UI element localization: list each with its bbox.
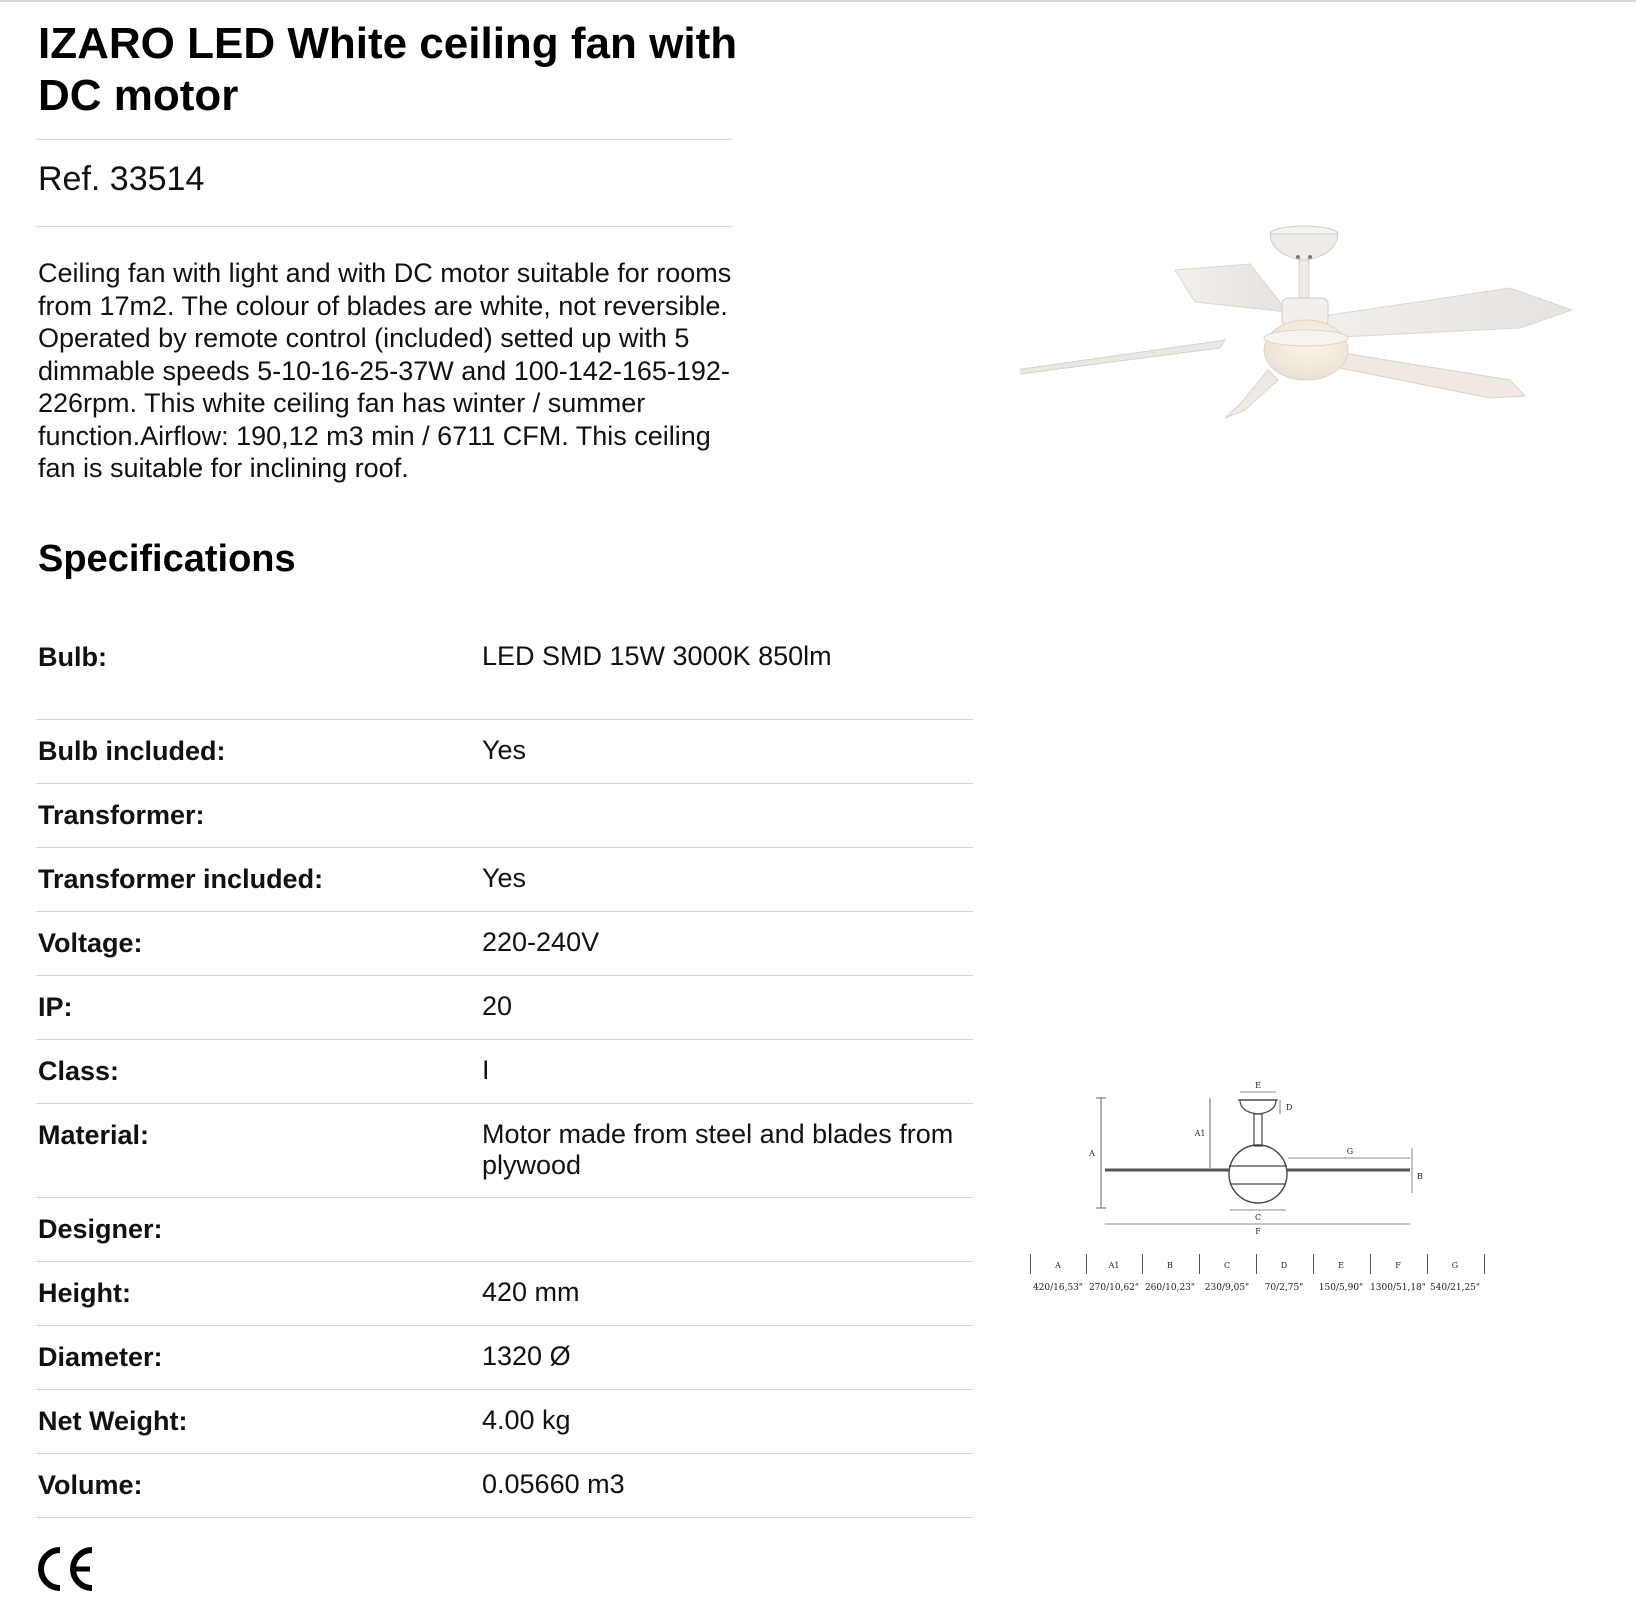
dimension-value: 230/9,05" bbox=[1204, 1283, 1250, 1293]
spec-row-ip bbox=[36, 976, 973, 1040]
diagram-label-b: B bbox=[1417, 1172, 1423, 1181]
spec-value: Yes bbox=[482, 863, 527, 893]
dimension-letter: B bbox=[1167, 1261, 1173, 1270]
dimension-value: 270/10,62" bbox=[1088, 1283, 1140, 1293]
spec-value: 20 bbox=[482, 991, 513, 1021]
dimension-d bbox=[1256, 1254, 1312, 1304]
dimension-c bbox=[1199, 1254, 1255, 1304]
specifications-table bbox=[36, 618, 973, 1518]
ceiling-fan-product-image bbox=[1020, 220, 1580, 450]
spec-label: Bulb: bbox=[38, 642, 107, 672]
spec-row-designer bbox=[36, 1198, 973, 1262]
dimension-letter: C bbox=[1223, 1261, 1231, 1270]
spec-label: Material: bbox=[38, 1120, 150, 1150]
diagram-label-f: F bbox=[1255, 1227, 1261, 1236]
spec-row-material bbox=[36, 1104, 973, 1198]
dimension-g bbox=[1427, 1254, 1483, 1304]
spec-label: Net Weight: bbox=[38, 1406, 188, 1436]
spec-label: Designer: bbox=[38, 1214, 163, 1244]
spec-label: Transformer: bbox=[38, 800, 205, 830]
spec-label: IP: bbox=[38, 992, 73, 1022]
dimension-value: 260/10,23" bbox=[1144, 1283, 1196, 1293]
spec-row-net-weight bbox=[36, 1390, 973, 1454]
diagram-label-c: C bbox=[1254, 1213, 1262, 1222]
dimension-letter: A bbox=[1055, 1261, 1061, 1270]
top-divider bbox=[0, 0, 1636, 2]
dimension-letter: E bbox=[1338, 1261, 1344, 1270]
spec-row-voltage bbox=[36, 912, 973, 976]
dimension-letter: F bbox=[1395, 1261, 1401, 1270]
product-reference: Ref. 33514 bbox=[38, 160, 205, 198]
spec-row-class bbox=[36, 1040, 973, 1104]
spec-label: Class: bbox=[38, 1056, 120, 1086]
spec-value: 4.00 kg bbox=[482, 1405, 571, 1435]
product-description: Ceiling fan with light and with DC motor suitable for rooms from 17m2. The colour of blades are white, not reversible. Operated by remote control (included) setted up with 5 dimmable speeds 5-10-16-25-37W and 100-142-165-192-226rpm. This white ceiling fan has winter / summer function.Airflow: 190,12 m3 min / 6711 CFM. This ceiling fan is suitable for inclining roof. bbox=[38, 258, 732, 483]
spec-value: Yes bbox=[482, 735, 527, 765]
spec-value: 420 mm bbox=[482, 1277, 580, 1307]
spec-row-height bbox=[36, 1262, 973, 1326]
spec-row-bulb bbox=[36, 618, 973, 720]
spec-value: 1320 Ø bbox=[482, 1341, 571, 1371]
dimension-letter: A1 bbox=[1108, 1261, 1120, 1270]
spec-value: 0.05660 m3 bbox=[482, 1469, 625, 1499]
spec-row-bulb-included bbox=[36, 720, 973, 784]
dimension-value: 1300/51,18" bbox=[1370, 1283, 1426, 1293]
title-divider bbox=[36, 139, 732, 140]
diagram-label-a: A bbox=[1089, 1149, 1095, 1158]
diagram-label-a1: A1 bbox=[1194, 1129, 1206, 1138]
dimension-e bbox=[1313, 1254, 1369, 1304]
spec-row-volume bbox=[36, 1454, 973, 1518]
dimension-letter: G bbox=[1451, 1261, 1459, 1270]
dimension-b bbox=[1142, 1254, 1198, 1304]
diagram-label-g: G bbox=[1346, 1147, 1354, 1156]
dimension-value: 150/5,90" bbox=[1318, 1283, 1364, 1293]
dimension-f bbox=[1370, 1254, 1426, 1304]
spec-label: Bulb included: bbox=[38, 736, 226, 766]
spec-row-transformer-included bbox=[36, 848, 973, 912]
dimension-table bbox=[1028, 1254, 1490, 1304]
dimension-value: 420/16,53" bbox=[1032, 1283, 1084, 1293]
spec-row-diameter bbox=[36, 1326, 973, 1390]
dimension-divider bbox=[1484, 1254, 1485, 1274]
diagram-label-d: D bbox=[1286, 1103, 1293, 1112]
dimension-a bbox=[1030, 1254, 1086, 1304]
ce-certification-mark bbox=[36, 1544, 98, 1594]
dimension-value: 540/21,25" bbox=[1429, 1283, 1481, 1293]
product-title: IZARO LED White ceiling fan with DC motor bbox=[38, 19, 738, 120]
spec-value: LED SMD 15W 3000K 850lm bbox=[482, 641, 832, 671]
spec-label: Diameter: bbox=[38, 1342, 163, 1372]
spec-row-transformer bbox=[36, 784, 973, 848]
dimension-letter: D bbox=[1280, 1261, 1288, 1270]
dimension-a1 bbox=[1086, 1254, 1142, 1304]
spec-value: Motor made from steel and blades from plywood bbox=[482, 1119, 954, 1180]
ref-divider bbox=[36, 226, 732, 227]
spec-value: I bbox=[482, 1055, 490, 1085]
diagram-label-e: E bbox=[1255, 1081, 1261, 1090]
spec-label: Height: bbox=[38, 1278, 131, 1308]
spec-value: 220-240V bbox=[482, 927, 600, 957]
specifications-heading: Specifications bbox=[38, 538, 296, 580]
dimension-value: 70/2,75" bbox=[1264, 1283, 1304, 1293]
spec-label: Volume: bbox=[38, 1470, 143, 1500]
spec-label: Transformer included: bbox=[38, 864, 324, 894]
spec-label: Voltage: bbox=[38, 928, 143, 958]
